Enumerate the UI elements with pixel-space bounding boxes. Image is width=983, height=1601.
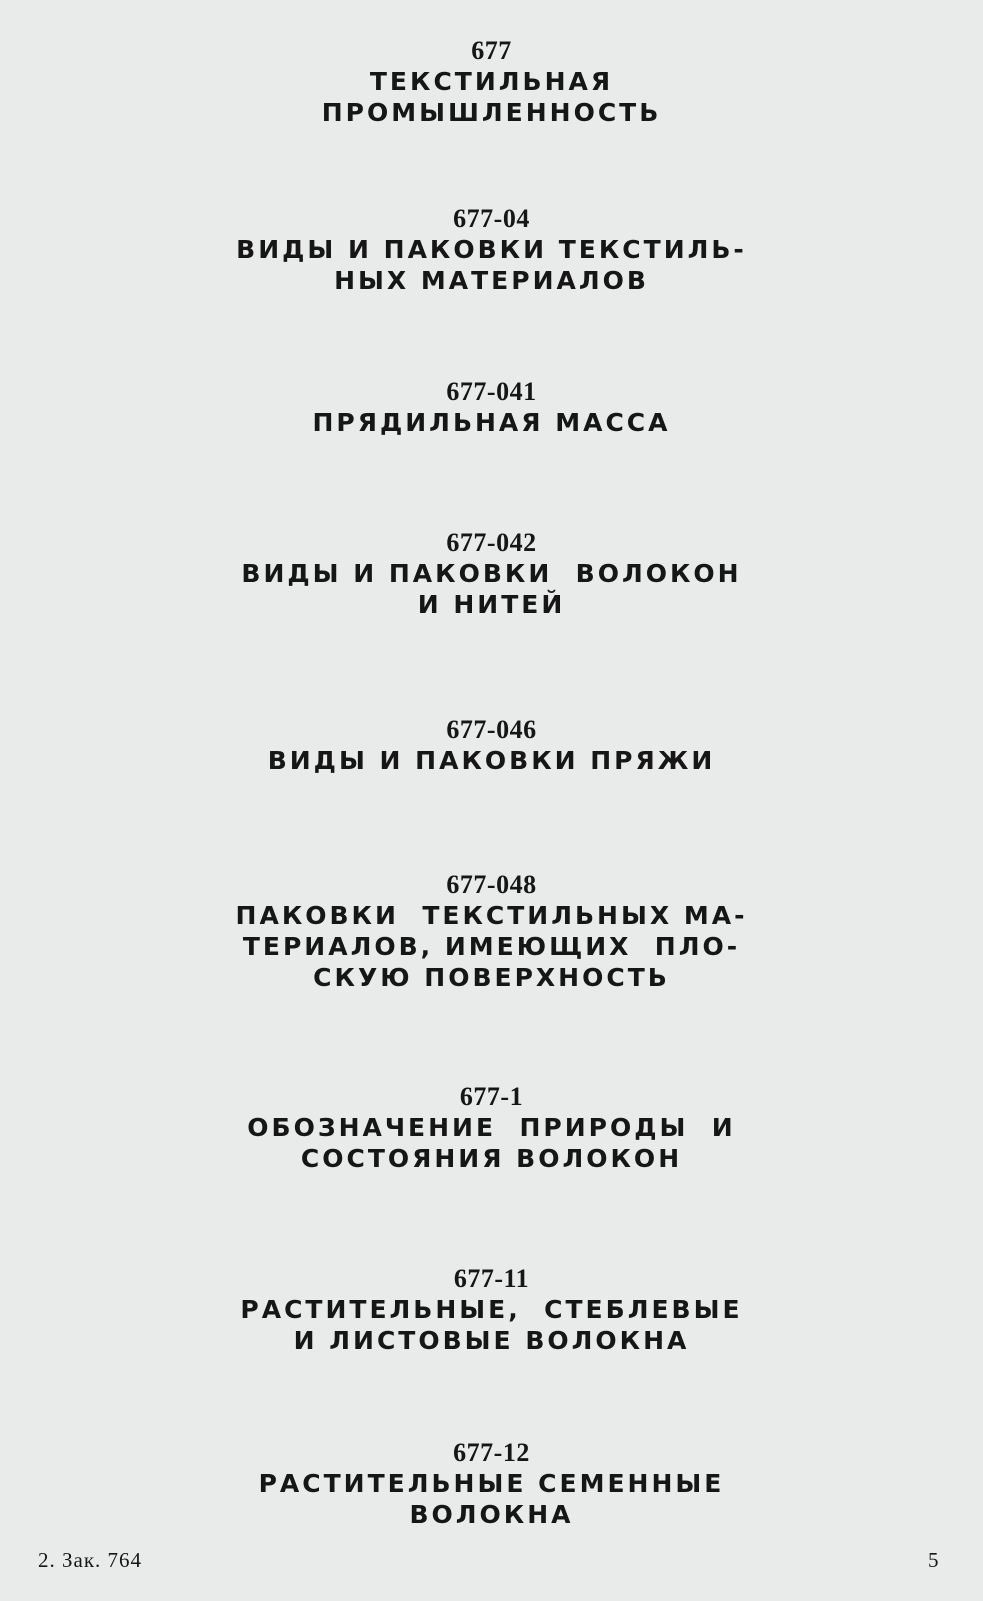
entry-title-line: ОБОЗНАЧЕНИЕ ПРИРОДЫ И [247, 1113, 736, 1142]
entry-677-046 [0, 715, 983, 776]
entry-title-line: РАСТИТЕЛЬНЫЕ, СТЕБЛЕВЫЕ [240, 1295, 743, 1324]
entry-title-line: ВИДЫ И ПАКОВКИ ТЕКСТИЛЬ- [236, 235, 747, 264]
entry-code: 677 [471, 36, 512, 65]
entry-code: 677-046 [446, 715, 537, 744]
entry-code: 677-1 [459, 1082, 524, 1111]
entry-677-1 [0, 1082, 983, 1174]
entry-code: 677-042 [446, 528, 537, 557]
entry-677-04 [0, 204, 983, 296]
entry-title-line: РАСТИТЕЛЬНЫЕ СЕМЕННЫЕ [258, 1469, 725, 1498]
entry-title-line: ПАКОВКИ ТЕКСТИЛЬНЫХ МА- [235, 901, 748, 930]
entry-677-048 [0, 870, 983, 993]
entry-677-12 [0, 1438, 983, 1530]
entry-677-11 [0, 1264, 983, 1356]
entry-677-042 [0, 528, 983, 620]
entry-code: 677-11 [453, 1264, 530, 1293]
entry-code: 677-04 [453, 204, 530, 233]
entry-677-041 [0, 377, 983, 438]
entry-title-line: И НИТЕЙ [417, 590, 566, 619]
entry-title-line: ТЕКСТИЛЬНАЯ [369, 67, 614, 96]
entry-title-line: ВИДЫ И ПАКОВКИ ПРЯЖИ [267, 746, 716, 775]
entry-title-line: СКУЮ ПОВЕРХНОСТЬ [313, 963, 670, 992]
printer-signature: 2. Зак. 764 [38, 1548, 143, 1572]
entry-code: 677-048 [446, 870, 537, 899]
entry-title-line: И ЛИСТОВЫЕ ВОЛОКНА [293, 1326, 690, 1355]
entry-title-line: СОСТОЯНИЯ ВОЛОКОН [300, 1144, 683, 1173]
entry-677 [0, 36, 983, 128]
entry-title-line: ТЕРИАЛОВ, ИМЕЮЩИХ ПЛО- [242, 932, 741, 961]
entry-title-line: ПРЯДИЛЬНАЯ МАССА [312, 408, 671, 437]
entry-title-line: ПРОМЫШЛЕННОСТЬ [321, 98, 662, 127]
entry-title-line: ВОЛОКНА [409, 1500, 574, 1529]
entry-code: 677-12 [453, 1438, 530, 1467]
entry-title-line: НЫХ МАТЕРИАЛОВ [334, 266, 649, 295]
entry-title-line: ВИДЫ И ПАКОВКИ ВОЛОКОН [241, 559, 742, 588]
entry-code: 677-041 [446, 377, 537, 406]
page-number: 5 [928, 1548, 939, 1572]
